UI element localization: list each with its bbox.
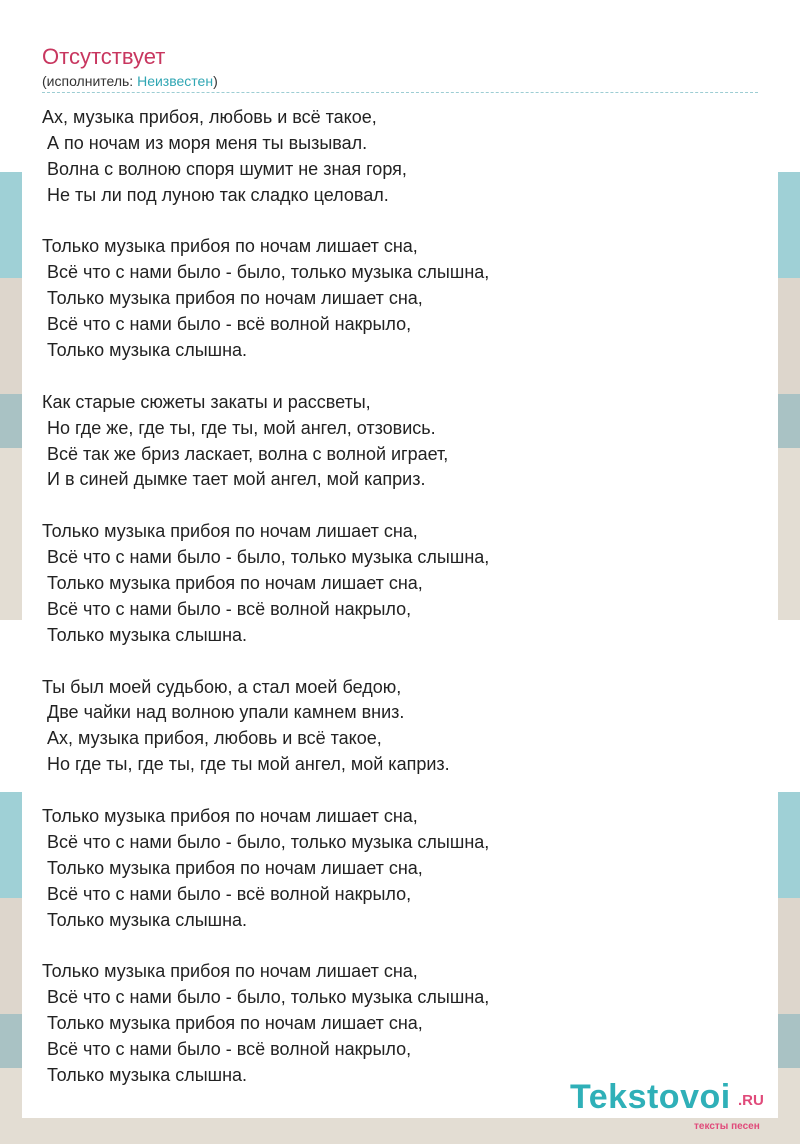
lyric-line: Всё что с нами было - всё волной накрыло,: [42, 598, 412, 619]
stanza: [42, 804, 489, 933]
logo-tld: .RU: [738, 1092, 764, 1109]
lyric-line: Всё что с нами было - всё волной накрыло,: [42, 883, 412, 904]
lyric-line: Не ты ли под луною так сладко целовал.: [42, 184, 389, 205]
lyric-line: Только музыка прибоя по ночам лишает сна,: [42, 288, 423, 309]
lyric-line: Волна с волною споря шумит не зная горя,: [42, 158, 407, 179]
stanza: [42, 959, 489, 1088]
lyric-line: Только музыка прибоя по ночам лишает сна,: [42, 857, 423, 878]
lyric-line: Две чайки над волною упали камнем вниз.: [42, 702, 405, 723]
performer-line: [42, 73, 218, 89]
lyric-line: Ах, музыка прибоя, любовь и всё такое,: [42, 728, 382, 749]
lyric-line: Всё что с нами было - было, только музыка слышна,: [42, 547, 490, 568]
lyric-line: Только музыка слышна.: [42, 340, 248, 361]
logo-tagline: тексты песен: [694, 1121, 760, 1132]
lyric-line: Только музыка прибоя по ночам лишает сна,: [42, 806, 418, 827]
lyric-line: Всё что с нами было - всё волной накрыло,: [42, 314, 412, 335]
stanza: [42, 675, 489, 779]
lyric-line: Только музыка прибоя по ночам лишает сна,: [42, 1013, 423, 1034]
lyric-line: Только музыка слышна.: [42, 909, 248, 930]
lyric-line: Только музыка прибоя по ночам лишает сна,: [42, 236, 418, 257]
header-divider: [42, 92, 758, 93]
lyric-line: Всё что с нами было - было, только музыка слышна,: [42, 262, 490, 283]
lyric-line: Ты был моей судьбою, а стал моей бедою,: [42, 676, 402, 697]
lyrics-body: [42, 105, 489, 1089]
lyric-line: Только музыка прибоя по ночам лишает сна,: [42, 573, 423, 594]
lyric-line: А по ночам из моря меня ты вызывал.: [42, 132, 368, 153]
stanza: [42, 519, 489, 648]
stanza: [42, 390, 489, 494]
site-logo[interactable]: [570, 1078, 780, 1138]
lyric-line: Только музыка прибоя по ночам лишает сна,: [42, 521, 418, 542]
performer-link[interactable]: Неизвестен: [137, 73, 214, 89]
lyric-line: Но где ты, где ты, где ты мой ангел, мой каприз.: [42, 754, 450, 775]
lyric-line: Всё так же бриз ласкает, волна с волной играет,: [42, 443, 449, 464]
lyric-line: Только музыка слышна.: [42, 624, 248, 645]
stanza: [42, 234, 489, 363]
lyric-line: И в синей дымке тает мой ангел, мой каприз.: [42, 469, 426, 490]
lyric-line: Всё что с нами было - было, только музыка слышна,: [42, 987, 490, 1008]
logo-wordmark: Tekstovoi: [570, 1078, 731, 1116]
stanza: [42, 105, 489, 209]
lyric-line: Всё что с нами было - всё волной накрыло,: [42, 1039, 412, 1060]
lyric-line: Но где же, где ты, где ты, мой ангел, отзовись.: [42, 417, 436, 438]
performer-suffix: ): [213, 73, 218, 89]
song-title: Отсутствует: [42, 44, 166, 69]
lyric-line: Ах, музыка прибоя, любовь и всё такое,: [42, 107, 377, 127]
lyric-line: Только музыка прибоя по ночам лишает сна,: [42, 961, 418, 982]
performer-prefix: (исполнитель:: [42, 73, 138, 89]
lyric-line: Только музыка слышна.: [42, 1064, 248, 1085]
lyrics-sheet: [22, 28, 778, 1132]
lyric-line: Как старые сюжеты закаты и рассветы,: [42, 391, 371, 412]
lyric-line: Всё что с нами было - было, только музыка слышна,: [42, 831, 490, 852]
